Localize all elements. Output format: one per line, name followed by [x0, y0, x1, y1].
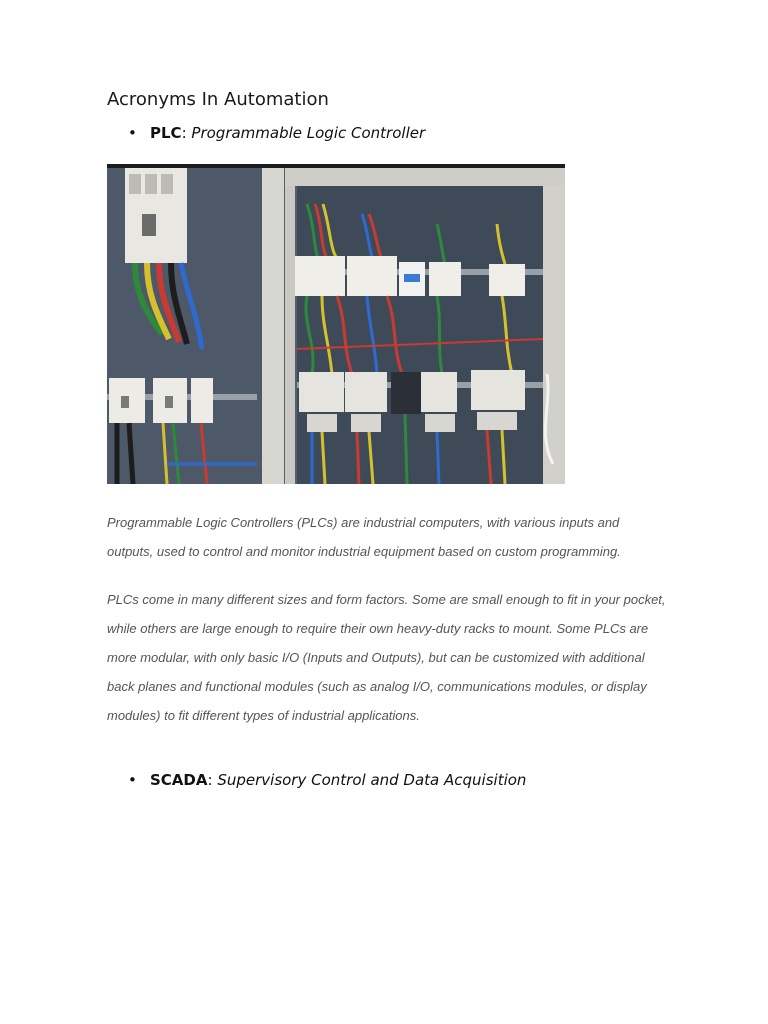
document-heading: Acronyms In Automation [107, 89, 329, 110]
bullet-term: SCADA [150, 771, 208, 789]
paragraph-plc-definition: Programmable Logic Controllers (PLCs) are industrial computers, with various inputs and outputs, used to control and monitor industrial equipment based on custom programming. [107, 515, 621, 559]
bullet-term: PLC [150, 124, 182, 142]
bullet-separator: : [207, 771, 213, 789]
bullet-item-scada [128, 771, 526, 789]
bullet-item-plc [128, 124, 425, 142]
paragraph-plc-sizes: PLCs come in many different sizes and form factors. Some are small enough to fit in your pocket, while others are large enough to require their own heavy-duty racks to mount. Some PLCs are more modular, with only basic I/O (Inputs and Outputs), but can be customized with additional back planes and functional modules (such as analog I/O, communications modules, or display modules) to fit different types of industrial applications. [107, 592, 666, 723]
bullet-definition: Supervisory Control and Data Acquisition [217, 771, 527, 789]
control-panel-photo [107, 164, 565, 484]
bullet-definition: Programmable Logic Controller [191, 124, 426, 142]
bullet-icon: • [128, 124, 137, 142]
bullet-icon: • [128, 771, 137, 789]
bullet-separator: : [181, 124, 187, 142]
